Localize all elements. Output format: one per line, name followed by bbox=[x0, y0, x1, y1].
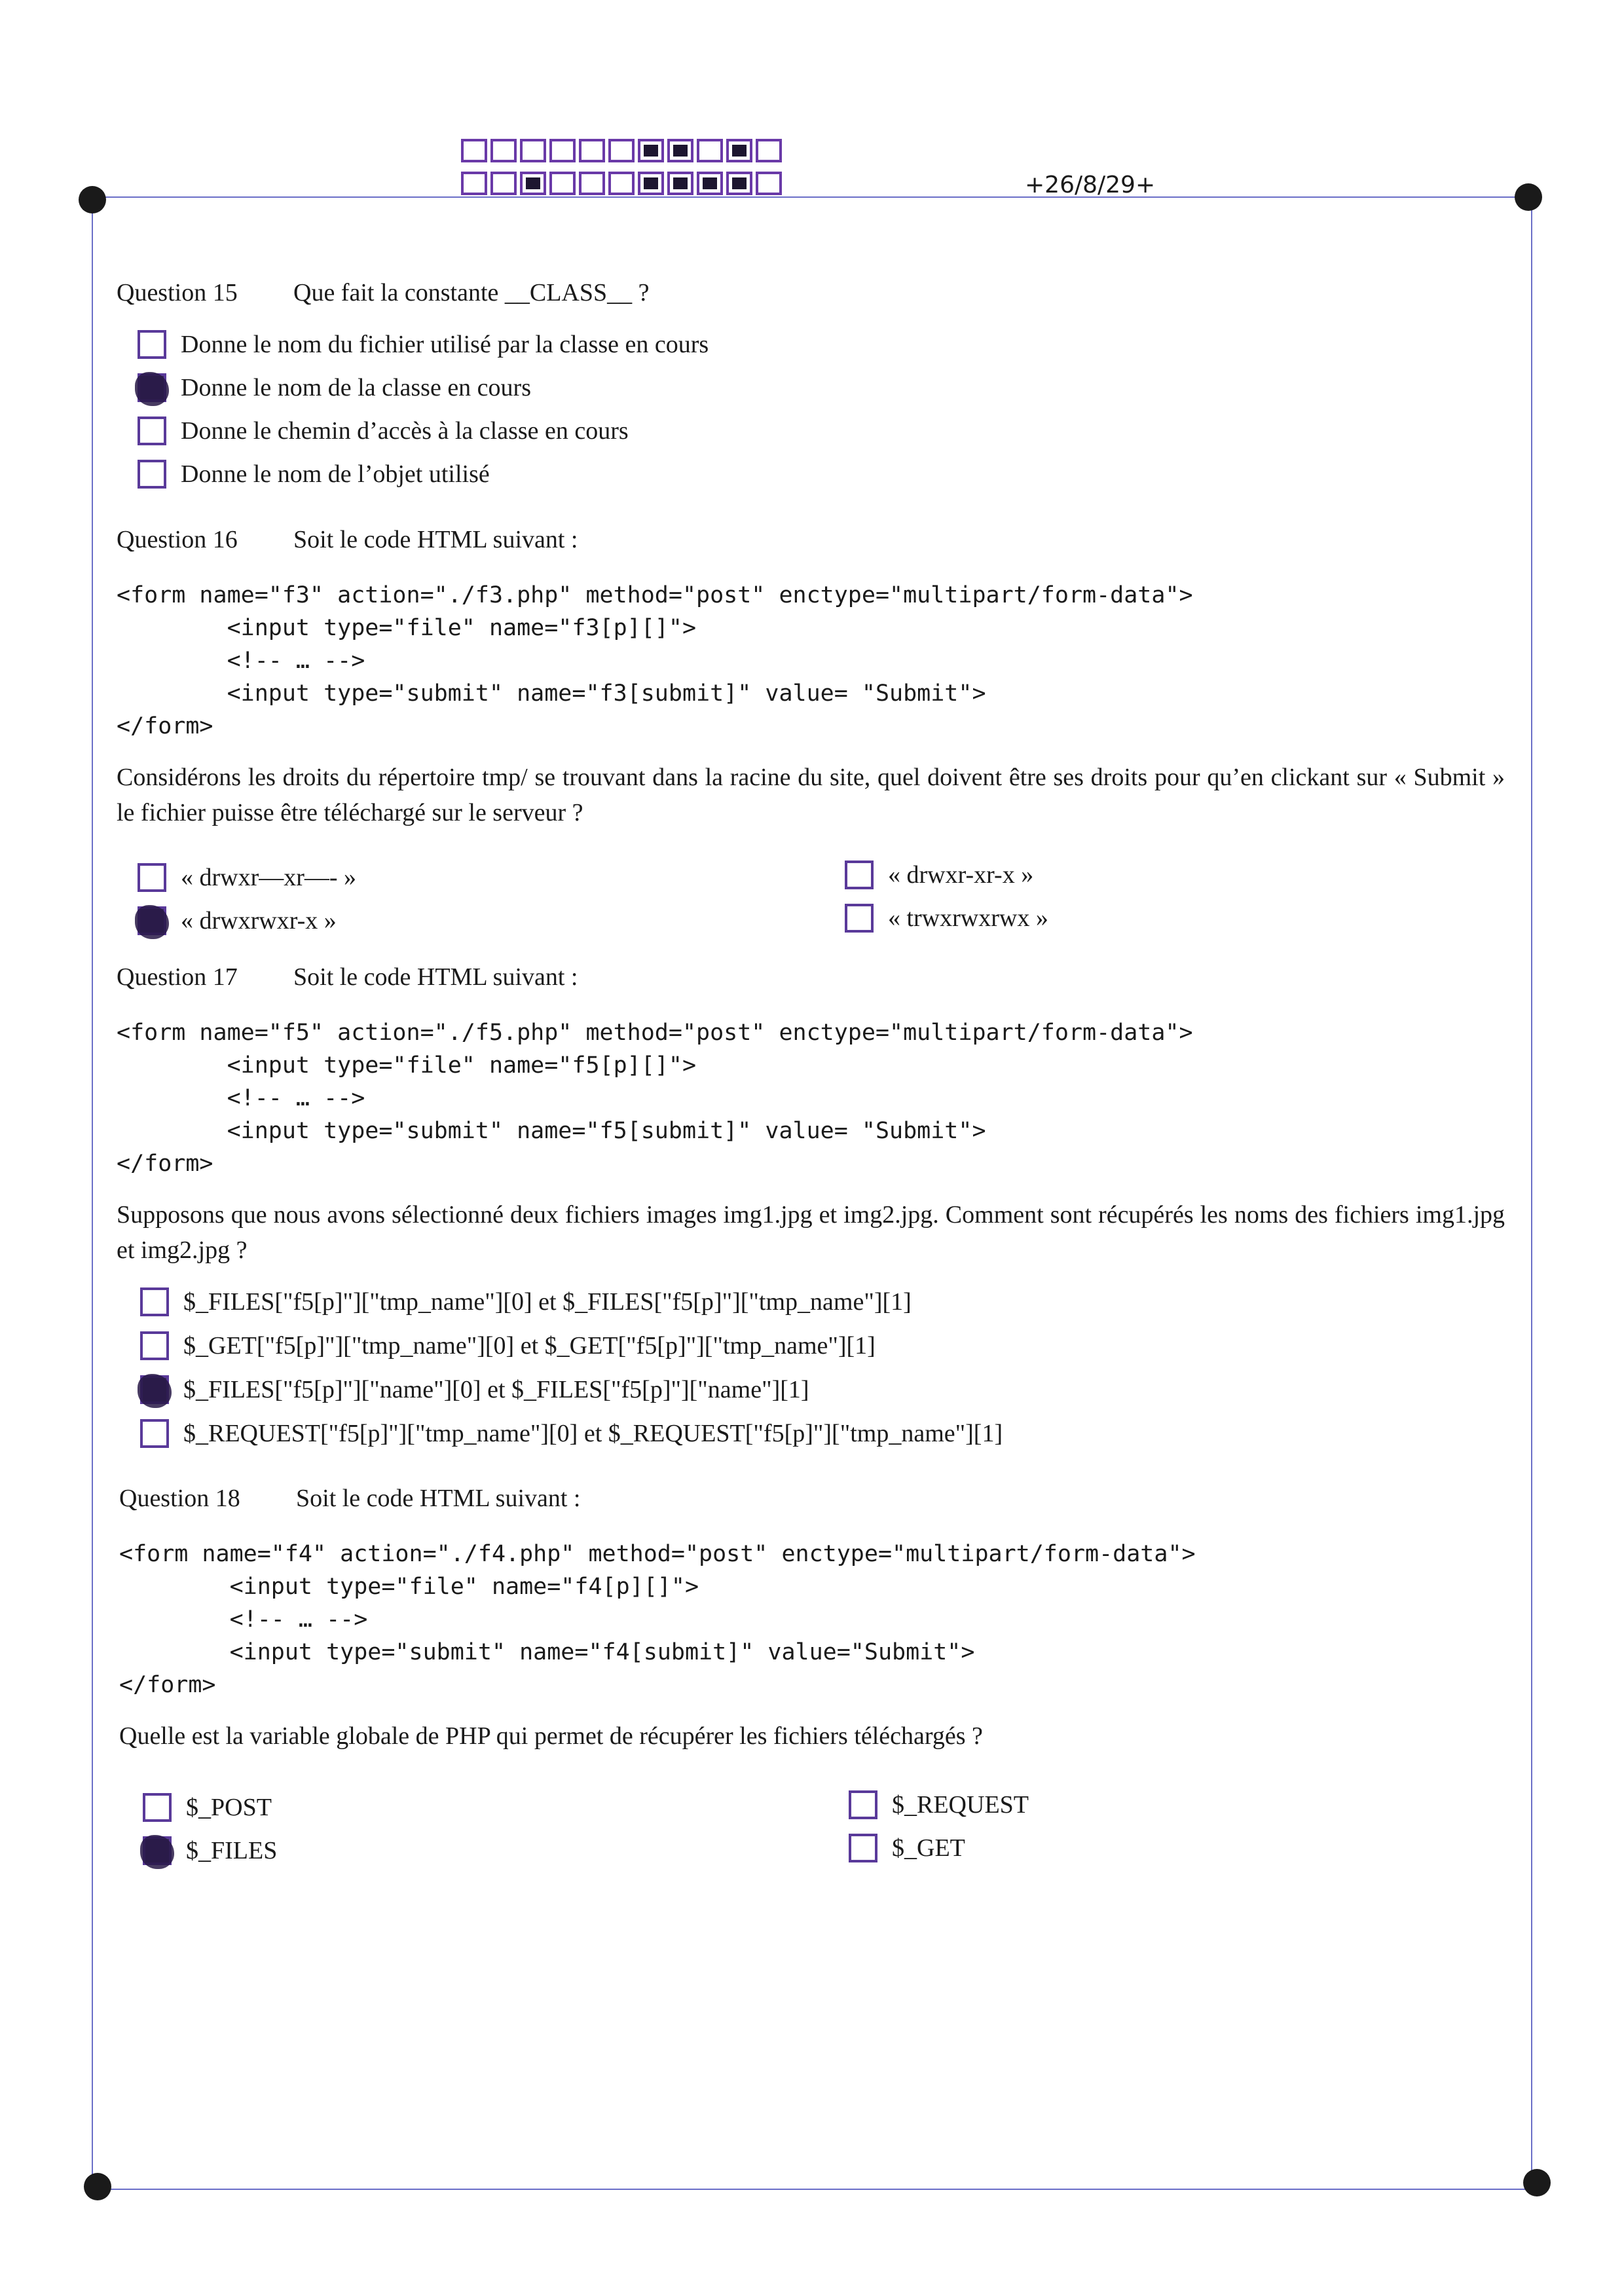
corner-marker-top-right bbox=[1515, 183, 1542, 211]
code-block-f5: <form name="f5" action="./f5.php" method="post" enctype="multipart/form-data"> <input type="file" name="f5[p][]"> <!-- … --> <input type="submit" name="f5[submit]" value= "Submit"> </form> bbox=[117, 1020, 1193, 1177]
binary-code-row-2 bbox=[461, 172, 785, 195]
code-bit-filled bbox=[520, 172, 546, 195]
checkbox-checked[interactable] bbox=[140, 1375, 169, 1404]
checkbox[interactable] bbox=[138, 863, 166, 892]
corner-marker-bottom-left bbox=[84, 2173, 111, 2200]
question-18-label: Question 18 bbox=[119, 1485, 240, 1512]
option-label: Donne le nom de l’objet utilisé bbox=[181, 460, 490, 488]
q15-option-4[interactable] bbox=[138, 460, 490, 489]
code-bit-empty bbox=[490, 172, 517, 195]
question-17-body: Supposons que nous avons sélectionné deux fichiers images img1.jpg et img2.jpg. Comment sont récupérés les noms des fichiers img1.jpg et img2.jpg ? bbox=[117, 1201, 1505, 1264]
option-label: $_FILES["f5[p]"]["tmp_name"][0] et $_FILES["f5[p]"]["tmp_name"][1] bbox=[183, 1288, 912, 1316]
question-17-header bbox=[117, 963, 578, 991]
q18-option-3[interactable] bbox=[143, 1836, 277, 1865]
corner-marker-bottom-right bbox=[1523, 2169, 1551, 2196]
q15-option-2[interactable] bbox=[138, 373, 531, 402]
checkbox[interactable] bbox=[138, 460, 166, 489]
option-label: « trwxrwxrwx » bbox=[888, 904, 1048, 932]
page-code: +26/8/29+ bbox=[1025, 172, 1156, 198]
code-bit-empty bbox=[461, 139, 487, 162]
code-bit-empty bbox=[579, 172, 605, 195]
checkbox-checked[interactable] bbox=[138, 906, 166, 935]
q15-option-3[interactable] bbox=[138, 417, 629, 445]
checkbox[interactable] bbox=[143, 1793, 172, 1822]
option-label: $_POST bbox=[186, 1794, 272, 1821]
question-16-header bbox=[117, 525, 578, 554]
checkbox[interactable] bbox=[845, 904, 874, 933]
option-label: Donne le nom du fichier utilisé par la classe en cours bbox=[181, 331, 709, 358]
q16-option-3[interactable] bbox=[138, 906, 337, 935]
code-bit-filled bbox=[726, 139, 752, 162]
code-bit-empty bbox=[608, 139, 635, 162]
corner-marker-top-left bbox=[79, 186, 106, 213]
option-label: $_FILES["f5[p]"]["name"][0] et $_FILES["f5[p]"]["name"][1] bbox=[183, 1376, 809, 1403]
code-bit-empty bbox=[520, 139, 546, 162]
code-bit-empty bbox=[549, 139, 576, 162]
checkbox[interactable] bbox=[138, 417, 166, 445]
option-label: $_GET bbox=[892, 1834, 965, 1862]
code-block-f4: <form name="f4" action="./f4.php" method="post" enctype="multipart/form-data"> <input type="file" name="f4[p][]"> <!-- … --> <input type="submit" name="f4[submit]" value="Submit"> </form> bbox=[119, 1541, 1196, 1698]
q18-option-1[interactable] bbox=[143, 1793, 272, 1822]
code-bit-empty bbox=[697, 139, 723, 162]
code-bit-empty bbox=[549, 172, 576, 195]
option-label: Donne le chemin d’accès à la classe en cours bbox=[181, 417, 629, 445]
checkbox[interactable] bbox=[849, 1834, 877, 1862]
code-bit-empty bbox=[608, 172, 635, 195]
question-17-text: Soit le code HTML suivant : bbox=[293, 963, 578, 991]
option-label: $_GET["f5[p]"]["tmp_name"][0] et $_GET["f5[p]"]["tmp_name"][1] bbox=[183, 1332, 876, 1360]
code-bit-empty bbox=[490, 139, 517, 162]
q16-option-2[interactable] bbox=[845, 861, 1033, 889]
question-15-text: Que fait la constante __CLASS__ ? bbox=[293, 279, 650, 306]
q17-option-2[interactable] bbox=[140, 1331, 876, 1360]
code-bit-filled bbox=[667, 172, 693, 195]
code-bit-empty bbox=[579, 139, 605, 162]
question-16-text: Soit le code HTML suivant : bbox=[293, 526, 578, 553]
question-17-label: Question 17 bbox=[117, 963, 238, 991]
q17-option-3[interactable] bbox=[140, 1375, 809, 1404]
option-label: $_REQUEST["f5[p]"]["tmp_name"][0] et $_REQUEST["f5[p]"]["tmp_name"][1] bbox=[183, 1420, 1003, 1447]
option-label: « drwxr-xr-x » bbox=[888, 861, 1034, 889]
question-16-label: Question 16 bbox=[117, 526, 238, 553]
binary-code-row-1 bbox=[461, 139, 785, 162]
checkbox-checked[interactable] bbox=[138, 373, 166, 402]
code-bit-empty bbox=[461, 172, 487, 195]
code-bit-filled bbox=[697, 172, 723, 195]
checkbox[interactable] bbox=[849, 1790, 877, 1819]
checkbox[interactable] bbox=[140, 1287, 169, 1316]
q18-option-4[interactable] bbox=[849, 1834, 965, 1862]
code-bit-empty bbox=[756, 172, 782, 195]
question-15-header bbox=[117, 278, 650, 307]
option-label: « drwxr—xr—- » bbox=[181, 864, 357, 891]
q16-option-1[interactable] bbox=[138, 863, 356, 892]
option-label: « drwxrwxr-x » bbox=[181, 907, 337, 935]
question-18-text: Soit le code HTML suivant : bbox=[296, 1485, 581, 1512]
code-block-f3: <form name="f3" action="./f3.php" method="post" enctype="multipart/form-data"> <input type="file" name="f3[p][]"> <!-- … --> <input type="submit" name="f3[submit]" value= "Submit"> </form> bbox=[117, 582, 1193, 739]
checkbox[interactable] bbox=[140, 1419, 169, 1448]
checkbox-checked[interactable] bbox=[143, 1836, 172, 1865]
checkbox[interactable] bbox=[845, 861, 874, 889]
code-bit-filled bbox=[638, 172, 664, 195]
code-bit-filled bbox=[638, 139, 664, 162]
code-bit-empty bbox=[756, 139, 782, 162]
q16-option-4[interactable] bbox=[845, 904, 1048, 933]
option-label: Donne le nom de la classe en cours bbox=[181, 374, 531, 401]
q17-option-1[interactable] bbox=[140, 1287, 912, 1316]
checkbox[interactable] bbox=[138, 330, 166, 359]
question-18-header bbox=[119, 1484, 580, 1513]
code-bit-filled bbox=[667, 139, 693, 162]
q18-option-2[interactable] bbox=[849, 1790, 1029, 1819]
page-frame bbox=[92, 196, 1532, 2190]
option-label: $_REQUEST bbox=[892, 1791, 1029, 1819]
option-label: $_FILES bbox=[186, 1837, 278, 1864]
question-15-label: Question 15 bbox=[117, 279, 238, 306]
q15-option-1[interactable] bbox=[138, 330, 709, 359]
code-bit-filled bbox=[726, 172, 752, 195]
q17-option-4[interactable] bbox=[140, 1419, 1003, 1448]
question-18-body: Quelle est la variable globale de PHP qui permet de récupérer les fichiers téléchargés ? bbox=[119, 1722, 983, 1750]
checkbox[interactable] bbox=[140, 1331, 169, 1360]
question-16-body: Considérons les droits du répertoire tmp/ se trouvant dans la racine du site, quel doivent être ses droits pour qu’en clickant sur « Submit » le fichier puisse être téléchargé sur le serveur ? bbox=[117, 764, 1505, 826]
